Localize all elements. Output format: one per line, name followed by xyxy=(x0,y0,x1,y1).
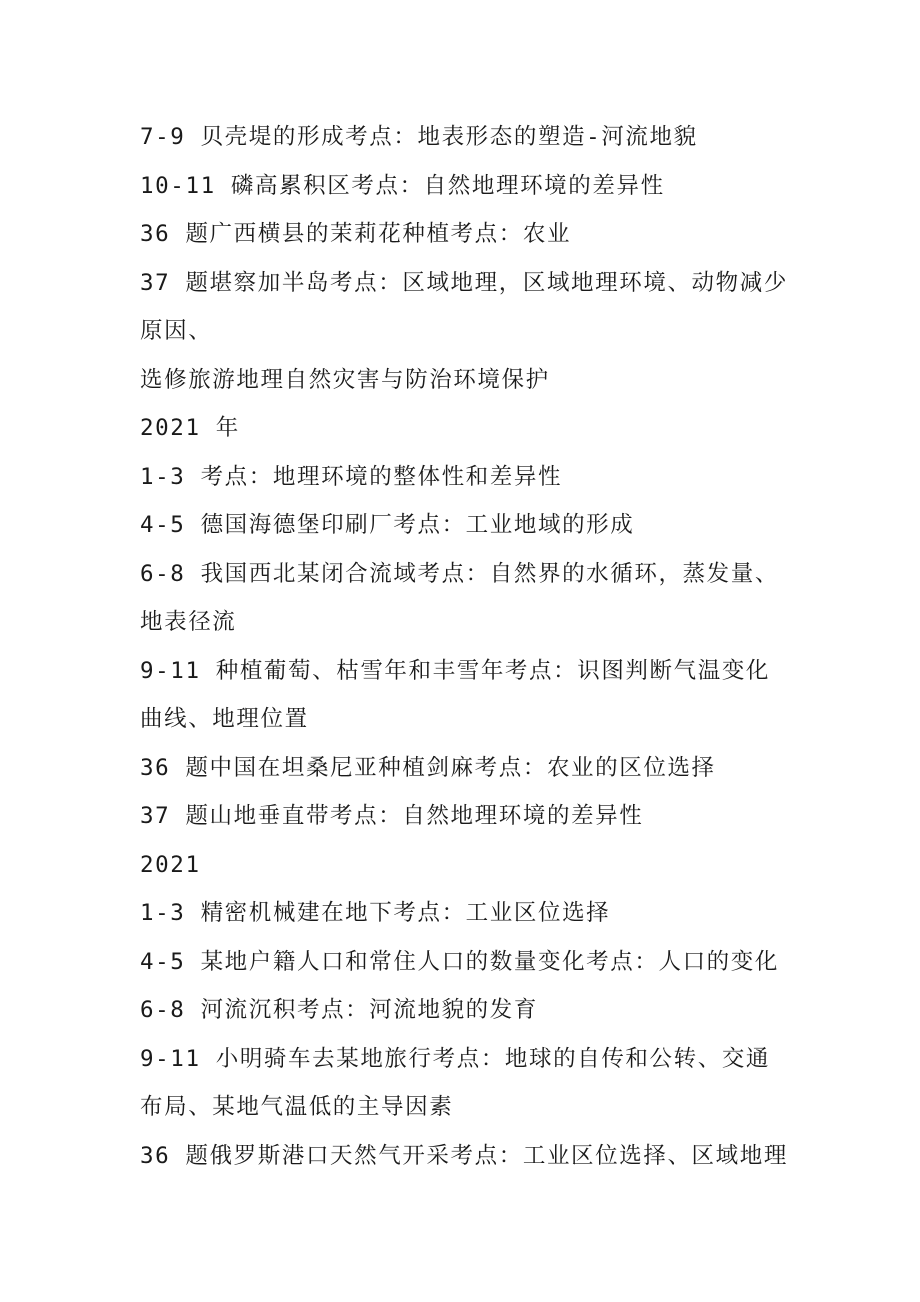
text-line: 10-11 磷高累积区考点：自然地理环境的差异性 xyxy=(140,172,665,199)
text-line: 6-8 河流沉积考点：河流地貌的发育 xyxy=(140,997,538,1023)
text-line: 地表径流 xyxy=(140,609,237,635)
text-line: 选修旅游地理自然灾害与防治环境保护 xyxy=(140,366,550,393)
text-line: 36 题俄罗斯港口天然气开采考点：工业区位选择、区域地理 xyxy=(140,1142,788,1169)
text-line: 4-5 德国海德堡印刷厂考点：工业地域的形成 xyxy=(140,512,635,538)
text-line: 7-9 贝壳堤的形成考点：地表形态的塑造-河流地貌 xyxy=(140,124,698,150)
text-line: 1-3 考点：地理环境的整体性和差异性 xyxy=(140,463,563,490)
text-line: 1-3 精密机械建在地下考点：工业区位选择 xyxy=(140,900,611,926)
text-line: 9-11 小明骑车去某地旅行考点：地球的自传和公转、交通 xyxy=(140,1045,771,1072)
text-line: 布局、某地气温低的主导因素 xyxy=(140,1094,454,1120)
document-text-body xyxy=(140,113,840,1180)
text-line: 36 题广西横县的茉莉花种植考点：农业 xyxy=(140,221,572,247)
text-line: 36 题中国在坦桑尼亚种植剑麻考点：农业的区位选择 xyxy=(140,754,716,781)
text-line: 原因、 xyxy=(140,318,213,344)
text-line: 6-8 我国西北某闭合流域考点：自然界的水循环，蒸发量、 xyxy=(140,560,779,587)
text-line: 曲线、地理位置 xyxy=(140,706,309,732)
text-line: 4-5 某地户籍人口和常住人口的数量变化考点：人口的变化 xyxy=(140,948,779,975)
text-line: 37 题堪察加半岛考点：区域地理，区域地理环境、动物减少 xyxy=(140,269,788,296)
text-line: 9-11 种植葡萄、枯雪年和丰雪年考点：识图判断气温变化 xyxy=(140,657,771,684)
year-heading: 2021 xyxy=(140,851,201,878)
year-heading: 2021 年 xyxy=(140,415,240,441)
text-line: 37 题山地垂直带考点：自然地理环境的差异性 xyxy=(140,803,644,829)
